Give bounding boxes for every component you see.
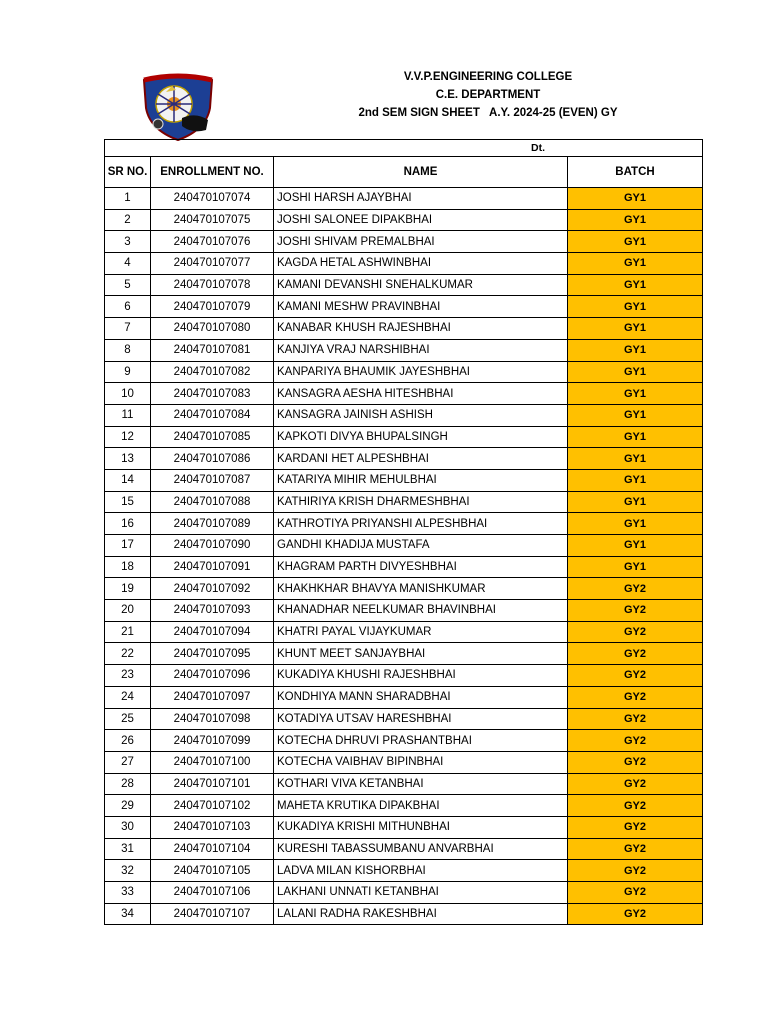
sr-no-cell: 28: [105, 773, 151, 795]
student-name-cell: KAPKOTI DIVYA BHUPALSINGH: [274, 426, 568, 448]
batch-cell: GY1: [568, 231, 703, 253]
date-row: [105, 140, 703, 157]
table-row: [105, 882, 703, 904]
table-row: [105, 600, 703, 622]
table-row: [105, 339, 703, 361]
enrollment-cell: 240470107081: [151, 339, 274, 361]
enrollment-cell: 240470107083: [151, 383, 274, 405]
table-row: [105, 535, 703, 557]
sr-no-cell: 18: [105, 556, 151, 578]
student-name-cell: KHAGRAM PARTH DIVYESHBHAI: [274, 556, 568, 578]
college-emblem-icon: [136, 68, 220, 142]
table-row: [105, 621, 703, 643]
batch-cell: GY1: [568, 469, 703, 491]
student-name-cell: KANSAGRA AESHA HITESHBHAI: [274, 383, 568, 405]
student-name-cell: KHAKHKHAR BHAVYA MANISHKUMAR: [274, 578, 568, 600]
student-name-cell: KURESHI TABASSUMBANU ANVARBHAI: [274, 838, 568, 860]
student-name-cell: KUKADIYA KHUSHI RAJESHBHAI: [274, 665, 568, 687]
student-name-cell: KARDANI HET ALPESHBHAI: [274, 448, 568, 470]
table-row: [105, 578, 703, 600]
enrollment-cell: 240470107103: [151, 816, 274, 838]
sr-no-cell: 3: [105, 231, 151, 253]
enrollment-cell: 240470107086: [151, 448, 274, 470]
batch-cell: GY1: [568, 535, 703, 557]
sr-no-cell: 34: [105, 903, 151, 925]
table-row: [105, 491, 703, 513]
student-name-cell: KUKADIYA KRISHI MITHUNBHAI: [274, 816, 568, 838]
table-row: [105, 253, 703, 275]
sr-no-cell: 31: [105, 838, 151, 860]
table-row: [105, 513, 703, 535]
student-name-cell: LAKHANI UNNATI KETANBHAI: [274, 882, 568, 904]
sr-no-cell: 30: [105, 816, 151, 838]
student-name-cell: KANSAGRA JAINISH ASHISH: [274, 404, 568, 426]
table-header-row: [105, 157, 703, 188]
batch-cell: GY1: [568, 188, 703, 210]
table-row: [105, 795, 703, 817]
student-name-cell: KOTECHA DHRUVI PRASHANTBHAI: [274, 730, 568, 752]
enrollment-cell: 240470107096: [151, 665, 274, 687]
student-name-cell: KOTADIYA UTSAV HARESHBHAI: [274, 708, 568, 730]
table-row: [105, 469, 703, 491]
sr-no-cell: 7: [105, 318, 151, 340]
batch-cell: GY2: [568, 838, 703, 860]
table-row: [105, 686, 703, 708]
sr-no-cell: 17: [105, 535, 151, 557]
sr-no-cell: 16: [105, 513, 151, 535]
student-name-cell: KHUNT MEET SANJAYBHAI: [274, 643, 568, 665]
sr-no-cell: 24: [105, 686, 151, 708]
sheet-title: 2nd SEM SIGN SHEET A.Y. 2024-25 (EVEN) GY: [358, 107, 618, 119]
batch-cell: GY2: [568, 665, 703, 687]
enrollment-cell: 240470107079: [151, 296, 274, 318]
batch-cell: GY1: [568, 209, 703, 231]
student-name-cell: KATHROTIYA PRIYANSHI ALPESHBHAI: [274, 513, 568, 535]
sr-no-cell: 22: [105, 643, 151, 665]
student-name-cell: LADVA MILAN KISHORBHAI: [274, 860, 568, 882]
batch-cell: GY2: [568, 751, 703, 773]
document-header: [300, 68, 676, 122]
batch-cell: GY1: [568, 556, 703, 578]
student-name-cell: KANABAR KHUSH RAJESHBHAI: [274, 318, 568, 340]
enrollment-cell: 240470107094: [151, 621, 274, 643]
batch-cell: GY2: [568, 600, 703, 622]
enrollment-cell: 240470107099: [151, 730, 274, 752]
table-row: [105, 903, 703, 925]
sr-no-cell: 12: [105, 426, 151, 448]
sr-no-cell: 11: [105, 404, 151, 426]
sr-no-cell: 5: [105, 274, 151, 296]
batch-cell: GY1: [568, 404, 703, 426]
table-row: [105, 708, 703, 730]
table-row: [105, 383, 703, 405]
enrollment-cell: 240470107095: [151, 643, 274, 665]
table-row: [105, 751, 703, 773]
batch-cell: GY2: [568, 860, 703, 882]
sr-no-cell: 29: [105, 795, 151, 817]
sr-no-cell: 2: [105, 209, 151, 231]
table-row: [105, 860, 703, 882]
batch-cell: GY2: [568, 708, 703, 730]
sr-no-cell: 14: [105, 469, 151, 491]
sr-no-cell: 26: [105, 730, 151, 752]
batch-cell: GY2: [568, 578, 703, 600]
table-row: [105, 231, 703, 253]
enrollment-cell: 240470107090: [151, 535, 274, 557]
sr-no-cell: 19: [105, 578, 151, 600]
sr-no-cell: 25: [105, 708, 151, 730]
enrollment-cell: 240470107107: [151, 903, 274, 925]
student-name-cell: KOTECHA VAIBHAV BIPINBHAI: [274, 751, 568, 773]
sr-no-cell: 8: [105, 339, 151, 361]
student-name-cell: KANPARIYA BHAUMIK JAYESHBHAI: [274, 361, 568, 383]
name-header: NAME: [274, 157, 568, 188]
table-row: [105, 838, 703, 860]
enrollment-cell: 240470107075: [151, 209, 274, 231]
table-row: [105, 665, 703, 687]
table-row: [105, 274, 703, 296]
enrollment-cell: 240470107077: [151, 253, 274, 275]
sr-no-cell: 20: [105, 600, 151, 622]
sr-no-cell: 6: [105, 296, 151, 318]
table-row: [105, 361, 703, 383]
enrollment-cell: 240470107102: [151, 795, 274, 817]
sr-no-cell: 32: [105, 860, 151, 882]
batch-cell: GY1: [568, 491, 703, 513]
sr-no-cell: 21: [105, 621, 151, 643]
table-row: [105, 448, 703, 470]
enrollment-cell: 240470107076: [151, 231, 274, 253]
table-row: [105, 318, 703, 340]
table-row: [105, 556, 703, 578]
table-row: [105, 426, 703, 448]
batch-cell: GY1: [568, 383, 703, 405]
batch-cell: GY2: [568, 773, 703, 795]
student-name-cell: KHATRI PAYAL VIJAYKUMAR: [274, 621, 568, 643]
sr-no-cell: 10: [105, 383, 151, 405]
enrollment-cell: 240470107093: [151, 600, 274, 622]
college-logo: [136, 68, 220, 142]
enrollment-cell: 240470107084: [151, 404, 274, 426]
batch-cell: GY1: [568, 513, 703, 535]
enrollment-cell: 240470107100: [151, 751, 274, 773]
enrollment-cell: 240470107097: [151, 686, 274, 708]
enrollment-cell: 240470107091: [151, 556, 274, 578]
sign-sheet-table: [104, 139, 703, 925]
batch-cell: GY1: [568, 426, 703, 448]
batch-cell: GY2: [568, 816, 703, 838]
student-name-cell: KHANADHAR NEELKUMAR BHAVINBHAI: [274, 600, 568, 622]
batch-cell: GY2: [568, 795, 703, 817]
student-name-cell: GANDHI KHADIJA MUSTAFA: [274, 535, 568, 557]
student-name-cell: KAGDA HETAL ASHWINBHAI: [274, 253, 568, 275]
sr-no-header: SR NO.: [105, 157, 151, 188]
enrollment-cell: 240470107085: [151, 426, 274, 448]
batch-cell: GY1: [568, 318, 703, 340]
student-name-cell: KAMANI MESHW PRAVINBHAI: [274, 296, 568, 318]
table-row: [105, 643, 703, 665]
sr-no-cell: 13: [105, 448, 151, 470]
student-name-cell: KONDHIYA MANN SHARADBHAI: [274, 686, 568, 708]
enrollment-cell: 240470107074: [151, 188, 274, 210]
table-row: [105, 773, 703, 795]
student-name-cell: KANJIYA VRAJ NARSHIBHAI: [274, 339, 568, 361]
enrollment-cell: 240470107082: [151, 361, 274, 383]
enrollment-cell: 240470107092: [151, 578, 274, 600]
table-row: [105, 188, 703, 210]
table-row: [105, 816, 703, 838]
sr-no-cell: 33: [105, 882, 151, 904]
student-name-cell: KATARIYA MIHIR MEHULBHAI: [274, 469, 568, 491]
batch-cell: GY1: [568, 448, 703, 470]
batch-cell: GY2: [568, 686, 703, 708]
table-row: [105, 404, 703, 426]
batch-cell: GY2: [568, 882, 703, 904]
student-name-cell: JOSHI SHIVAM PREMALBHAI: [274, 231, 568, 253]
student-name-cell: KAMANI DEVANSHI SNEHALKUMAR: [274, 274, 568, 296]
student-name-cell: JOSHI SALONEE DIPAKBHAI: [274, 209, 568, 231]
sr-no-cell: 4: [105, 253, 151, 275]
batch-cell: GY2: [568, 903, 703, 925]
batch-cell: GY1: [568, 339, 703, 361]
table-row: [105, 730, 703, 752]
batch-cell: GY1: [568, 296, 703, 318]
department-name: C.E. DEPARTMENT: [435, 89, 541, 101]
batch-cell: GY2: [568, 621, 703, 643]
sr-no-cell: 27: [105, 751, 151, 773]
student-name-cell: KATHIRIYA KRISH DHARMESHBHAI: [274, 491, 568, 513]
student-name-cell: MAHETA KRUTIKA DIPAKBHAI: [274, 795, 568, 817]
date-label: Dt.: [105, 140, 703, 157]
batch-cell: GY2: [568, 730, 703, 752]
sr-no-cell: 23: [105, 665, 151, 687]
student-name-cell: LALANI RADHA RAKESHBHAI: [274, 903, 568, 925]
enrollment-cell: 240470107105: [151, 860, 274, 882]
enrollment-cell: 240470107104: [151, 838, 274, 860]
enrollment-cell: 240470107089: [151, 513, 274, 535]
enrollment-cell: 240470107078: [151, 274, 274, 296]
batch-header: BATCH: [568, 157, 703, 188]
table-row: [105, 296, 703, 318]
sr-no-cell: 15: [105, 491, 151, 513]
student-name-cell: KOTHARI VIVA KETANBHAI: [274, 773, 568, 795]
enrollment-cell: 240470107087: [151, 469, 274, 491]
enrollment-cell: 240470107106: [151, 882, 274, 904]
enrollment-cell: 240470107080: [151, 318, 274, 340]
batch-cell: GY1: [568, 274, 703, 296]
enrollment-header: ENROLLMENT NO.: [151, 157, 274, 188]
enrollment-cell: 240470107088: [151, 491, 274, 513]
sr-no-cell: 1: [105, 188, 151, 210]
table-row: [105, 209, 703, 231]
student-name-cell: JOSHI HARSH AJAYBHAI: [274, 188, 568, 210]
batch-cell: GY2: [568, 643, 703, 665]
batch-cell: GY1: [568, 253, 703, 275]
batch-cell: GY1: [568, 361, 703, 383]
sr-no-cell: 9: [105, 361, 151, 383]
enrollment-cell: 240470107101: [151, 773, 274, 795]
enrollment-cell: 240470107098: [151, 708, 274, 730]
college-name: V.V.P.ENGINEERING COLLEGE: [403, 71, 573, 83]
